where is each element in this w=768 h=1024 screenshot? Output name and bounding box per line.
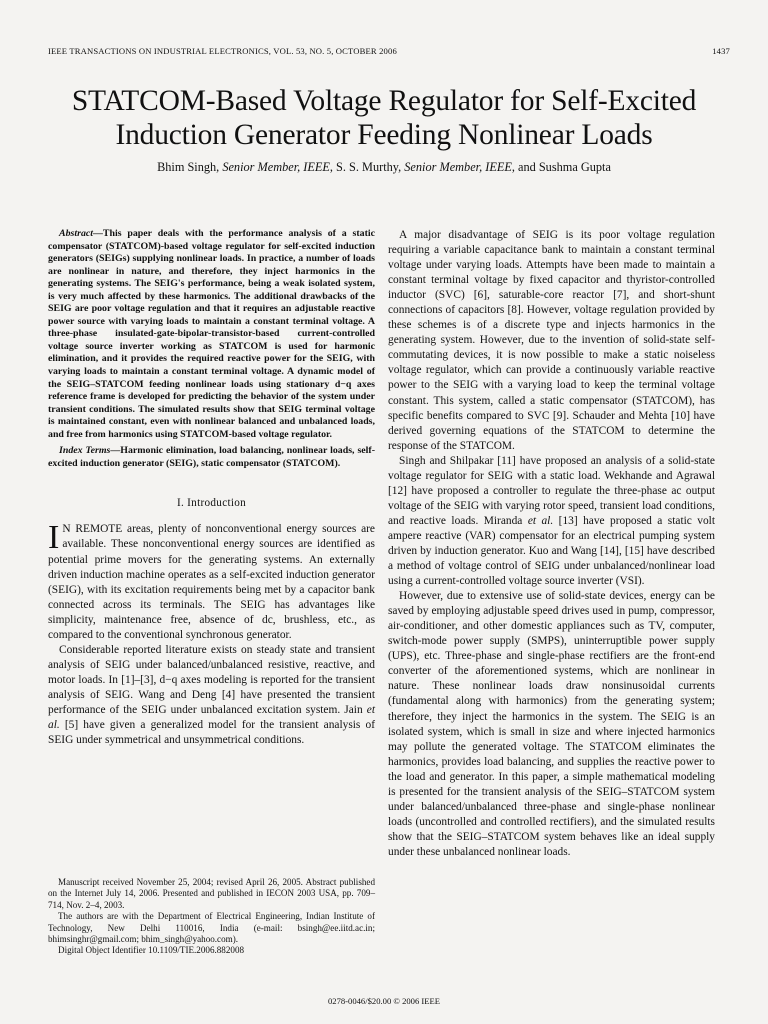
author-3: , and Sushma Gupta	[511, 160, 611, 174]
right-paragraph-2-text-b: [13] have proposed a static volt ampere reactive (VAR) compensator for an electrical pumping system driven by induction generator. Kuo and Wang [14], [15] have described a method of voltage control of SEIG under unbalanced/nonlinear load using a current-controlled voltage source inverter (VSI).	[388, 514, 716, 588]
footnote-affiliation: The authors are with the Department of Electrical Engineering, Indian Institute of Technology, New Delhi 110016, India (e-mail: bsingh@ee.iitd.ac.in; bhimsinghr@gmail.com; bhim_singh@yahoo.com).	[48, 911, 375, 945]
paper-title	[20, 84, 748, 152]
author-2: , S. S. Murthy,	[329, 160, 405, 174]
footnote-manuscript: Manuscript received November 25, 2004; revised April 26, 2005. Abstract published on the Internet July 14, 2006. Presented and published in IECON 2003 USA, pp. 709–714, Nov. 2–4, 2003.	[48, 877, 375, 910]
left-column	[48, 228, 375, 748]
section-heading-introduction: I. Introduction	[176, 497, 247, 510]
footnote	[48, 877, 375, 957]
right-paragraph-1: A major disadvantage of SEIG is its poor voltage regulation requiring a variable capacitance bank to maintain a constant terminal voltage under varying loads. Attempts have been made to maintain a constant terminal voltage by fixed capacitor and thyristor-controlled inductor (SVC) [6], saturable-core reactor [7], and short-shunt connections of capacitors [8]. However, voltage regulation provided by these schemes is of a discrete type and injects harmonics in the generating system. However, due to the invention of solid-state self-commutating devices, it is now possible to make a static noiseless voltage regulator, which can provide a continuously variable reactive power to the SEIG with a varying load to keep the terminal voltage constant. This system, called a static compensator (STATCOM), has specific benefits compared to SVC [9]. Schauder and Mehta [10] have derived governing equations of the STATCOM to determine the response of the STATCOM.	[388, 229, 715, 452]
right-paragraph-3: However, due to extensive use of solid-state devices, energy can be saved by employing adjustable speed drives used in pump, compressor, air-conditioner, and other domestic appliances such as TV, computer, switch-mode power supply (SMPS), uninterruptible power supply (UPS), etc. Three-phase and single-phase rectifiers are the front-end converter of the aforementioned systems, which are nonlinear in nature. These nonlinear loads draw nonsinusoidal currents (fundamental along with harmonics) from the generating system; therefore, they inject the harmonics in the system. The SEIG is an isolated system, which is small in size and where injected harmonics may pollute the generated voltage. The STATCOM eliminates the harmonics, provides load balancing, and supplies the reactive power to the load and generator. In this paper, a simple mathematical modeling is presented for the transient analysis of the SEIG–STATCOM system under balanced/unbalanced three-phase and single-phase nonlinear loads (uncontrolled and controlled rectifiers), and the simulated results show that the SEIG–STATCOM system behaves like an ideal supply under these unbalanced nonlinear loads.	[388, 590, 715, 858]
intro-paragraph-2	[48, 643, 375, 748]
intro-paragraph-1	[48, 519, 375, 642]
intro-paragraph-2-etal: et al.	[48, 704, 375, 732]
right-paragraph-2	[388, 454, 715, 589]
page-number: 1437	[712, 46, 730, 56]
abstract	[48, 228, 375, 441]
right-paragraph-2-text-a: Singh and Shilpakar [11] have proposed an analysis of a solid-state voltage regulator for SEIG with a static load. Wekhande and Agrawal [12] have proposed a controller to regulate the three-phase ac output voltage of the SEIG with varying rotor speed, transient load conditions, and reactive loads. Miranda	[388, 454, 715, 527]
intro-paragraph-2-text-b: [5] have given a generalized model for the transient analysis of SEIG under symmetrical and unsymmetrical conditions.	[48, 719, 375, 747]
abstract-text: —This paper deals with the performance analysis of a static compensator (STATCOM)-based voltage regulator for self-excited induction generators (SEIGs) supplying nonlinear loads. In practice, a number of loads are nonlinear in nature, and therefore, they inject harmonics in the generating systems. The SEIG's performance, being a weak isolated system, is very much affected by these harmonics. The additional drawbacks of the SEIG are poor voltage regulation and that it requires an adjustable reactive power source with varying loads to maintain a constant terminal voltage. A three-phase insulated-gate-bipolar-transistor-based current-controlled voltage source inverter working as STATCOM is used for harmonic elimination, and it provides the required reactive power for the SEIG, with varying loads to maintain a constant terminal voltage. A dynamic model of the SEIG–STATCOM feeding nonlinear loads using stationary d−q axes reference frame is developed for predicting the behavior of the system under transient conditions. The simulated results show that SEIG terminal voltage is maintained constant, even with nonlinear balanced and unbalanced loads, and free from harmonics using STATCOM-based voltage regulator.	[48, 228, 375, 440]
drop-cap: I	[48, 519, 60, 557]
author-2-role: Senior Member, IEEE	[404, 160, 512, 174]
right-paragraph-2-etal: et al.	[527, 514, 554, 527]
title-line-1: STATCOM-Based Voltage Regulator for Self-Excited	[71, 85, 697, 117]
footnote-doi: Digital Object Identifier 10.1109/TIE.2006.882008	[58, 945, 245, 956]
index-terms-text: —Harmonic elimination, load balancing, nonlinear loads, self-excited induction generator (SEIG), static compensator (STATCOM).	[48, 445, 375, 469]
running-header	[48, 46, 730, 56]
copyright-line: 0278-0046/$20.00 © 2006 IEEE	[327, 996, 441, 1006]
intro-paragraph-1-text: N REMOTE areas, plenty of nonconventional energy sources are available. These nonconventional energy sources are identified as potential prime movers for the generating systems. An externally driven induction machine operates as a self-excited induction generator (SEIG), with its excitation requirements being met by a capacitor bank connected across its terminals. The SEIG has advantages like simplicity, maintenance free, absence of dc, brushless, etc., as compared to the conventional synchronous generator.	[48, 523, 375, 641]
journal-name: IEEE TRANSACTIONS ON INDUSTRIAL ELECTRONICS, VOL. 53, NO. 5, OCTOBER 2006	[48, 46, 397, 56]
author-1: Bhim Singh,	[157, 160, 223, 174]
title-line-2: Induction Generator Feeding Nonlinear Loads	[115, 119, 653, 151]
intro-paragraph-2-text-a: Considerable reported literature exists on steady state and transient analysis of SEIG under balanced/unbalanced resistive, reactive, and motor loads. In [1]–[3], d−q axes modeling is reported for the transient analysis of SEIG. Wang and Deng [4] have presented the transient performance of the SEIG under unbalanced excitation system. Jain	[48, 643, 375, 716]
index-terms	[48, 445, 375, 470]
right-column	[388, 228, 715, 860]
index-terms-label: Index Terms	[59, 445, 111, 457]
author-1-role: Senior Member, IEEE	[222, 160, 330, 174]
author-list	[20, 160, 748, 175]
abstract-label: Abstract	[59, 228, 94, 239]
